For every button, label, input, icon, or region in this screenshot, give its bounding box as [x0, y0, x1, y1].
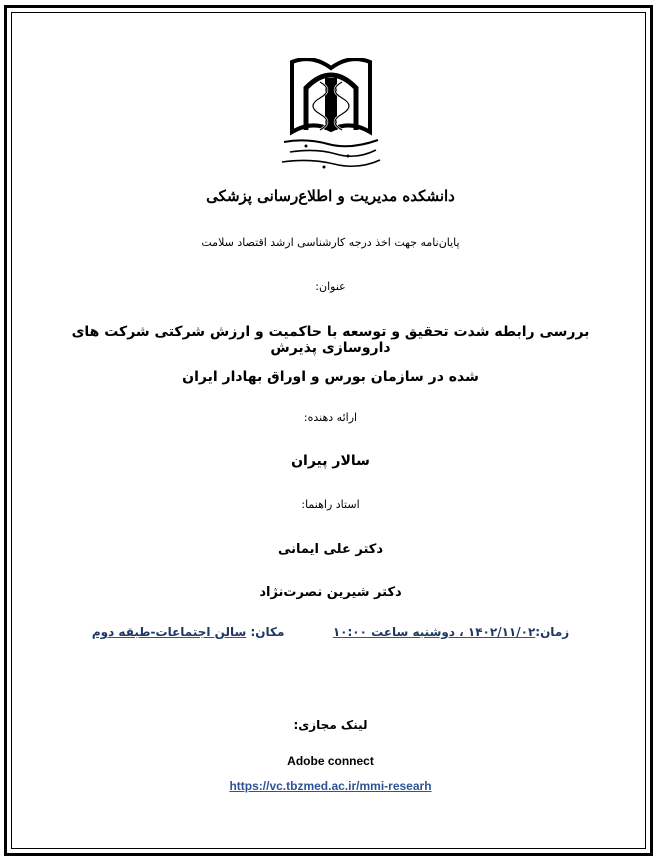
time-label: زمان: [535, 625, 570, 639]
advisor-label: استاد راهنما: [301, 498, 360, 511]
platform-name: Adobe connect [287, 754, 374, 768]
time-value: ۱۴۰۲/۱۱/۰۲ ، دوشنبه ساعت ۱۰:۰۰ [332, 625, 536, 639]
schedule-info [60, 625, 601, 639]
faculty-name: دانشکده مدیریت و اطلاع‌رسانی پزشکی [206, 187, 455, 205]
place-label: مکان: [250, 625, 285, 639]
university-emblem-icon [276, 58, 386, 170]
advisor-name: دکتر علی ایمانی [278, 542, 383, 557]
title-label: عنوان: [315, 280, 346, 293]
virtual-link-label: لینک مجازی: [293, 718, 368, 732]
place-value: سالن اجتماعات-طبقه دوم [91, 625, 247, 639]
degree-statement: پایان‌نامه جهت اخذ درجه کارشناسی ارشد اقتصاد سلامت [201, 236, 460, 249]
presenter-label: ارائه دهنده: [303, 411, 358, 424]
meeting-url-link[interactable]: https://vc.tbzmed.ac.ir/mmi-researh [229, 779, 432, 793]
advisor-name: دکتر شیرین نصرت‌نژاد [259, 585, 402, 600]
thesis-title-line-2: شده در سازمان بورس و اوراق بهادار ایران [182, 369, 479, 385]
thesis-title-line-1: بررسی رابطه شدت تحقیق و توسعه با حاکمیت و ارزش شرکتی شرکت های داروسازی پذیرش [71, 324, 590, 356]
presenter-name: سالار پیران [291, 453, 370, 469]
